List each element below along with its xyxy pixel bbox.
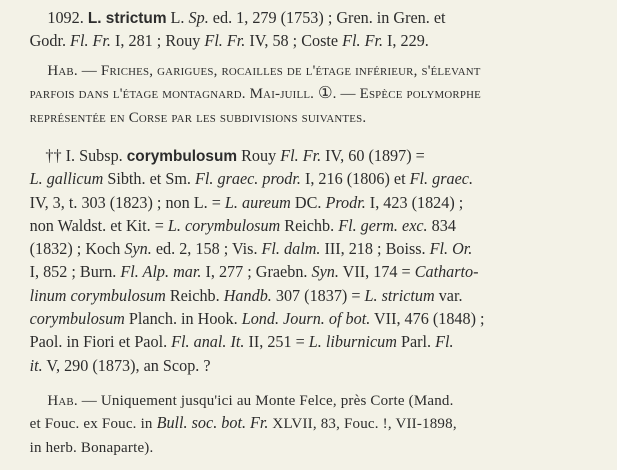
text-line <box>0 388 609 411</box>
text-line <box>0 435 609 458</box>
text-run: Reichb. <box>165 285 224 305</box>
italic-citation: Lond. Journ. of bot. <box>241 309 371 329</box>
text-run: (1832) ; Koch <box>29 239 125 259</box>
italic-citation: corymbulosum <box>29 309 125 329</box>
text-run: DC. <box>290 192 326 212</box>
species-habitat <box>0 58 617 128</box>
text-run: 307 (1837) = <box>271 285 365 305</box>
text-run: var. <box>434 285 463 305</box>
text-run: III, 218 ; Boiss. <box>320 239 430 259</box>
text-run: I, 277 ; Graebn. <box>201 262 312 282</box>
italic-citation: Fl. Fr. <box>280 146 322 165</box>
italic-citation: linum corymbulosum <box>29 285 166 305</box>
italic-citation: Fl. graec. <box>409 169 474 189</box>
text-run: II, 251 = <box>244 332 309 352</box>
italic-citation: L. strictum <box>364 285 435 305</box>
italic-citation: Fl. <box>435 332 454 352</box>
text-run: — Uniquement jusqu'ici au Monte Felce, près Corte (Mand. <box>77 392 454 409</box>
text-run: ed. 2, 158 ; Vis. <box>151 239 262 259</box>
text-run: Sibth. et Sm. <box>103 169 196 189</box>
italic-citation: Catharto- <box>414 262 479 282</box>
text-line <box>0 167 609 190</box>
text-line <box>0 214 609 237</box>
text-line <box>0 191 609 214</box>
species-entry <box>0 6 617 53</box>
text-line <box>0 6 609 29</box>
text-run: IV, 3, t. 303 (1823) ; non L. = <box>29 192 225 212</box>
text-line <box>0 58 609 81</box>
text-line <box>0 330 609 353</box>
italic-citation: Syn. <box>311 262 339 282</box>
italic-citation: Fl. germ. exc. <box>338 215 428 235</box>
text-run: I, 423 (1824) ; <box>365 192 464 212</box>
text-run: ed. 1, 279 (1753) ; Gren. in Gren. et <box>208 8 446 27</box>
italic-citation: Handb. <box>223 285 272 305</box>
italic-citation: L. liburnicum <box>308 332 397 352</box>
italic-citation: Prodr. <box>325 192 366 212</box>
text-line <box>0 354 609 377</box>
taxon-name: corymbulosum <box>126 148 238 165</box>
text-line <box>0 105 609 128</box>
text-line <box>0 144 609 167</box>
text-run: 834 <box>427 215 456 235</box>
text-run: Parl. <box>396 332 436 352</box>
text-line <box>0 260 609 283</box>
text-run: Paol. in Fiori et Paol. <box>29 332 172 352</box>
italic-citation: Fl. graec. prodr. <box>195 169 301 189</box>
text-run: Reichb. <box>280 215 339 235</box>
text-run: I, 216 (1806) et <box>300 169 410 189</box>
text-run: VII, 174 = <box>338 262 415 282</box>
text-run: Hab. <box>47 392 78 409</box>
text-run: Godr. <box>29 31 71 51</box>
text-line <box>0 284 609 307</box>
text-run: — Friches, garigues, rocailles de l'étage inférieur, s'élevant <box>77 62 481 79</box>
italic-citation: Fl. Or. <box>429 239 473 259</box>
text-run: parfois dans l'étage montagnard. Mai-juill. <box>29 85 319 103</box>
italic-citation: Fl. Alp. mar. <box>120 262 202 282</box>
text-run: non Waldst. et Kit. = <box>29 215 168 235</box>
text-line <box>0 81 609 104</box>
text-run: 1092. <box>47 8 88 27</box>
text-line <box>0 307 609 330</box>
italic-citation: Fl. Fr. <box>342 31 384 51</box>
text-run: représentée en Corse par les subdivisions suivantes. <box>29 108 367 126</box>
taxon-name: L. strictum <box>87 10 167 27</box>
italic-citation: Fl. dalm. <box>261 239 321 259</box>
text-run: Hab. <box>47 62 78 79</box>
italic-citation: Fl. Fr. <box>70 31 111 51</box>
italic-citation: L. gallicum <box>29 169 104 189</box>
text-run: ① <box>318 83 333 103</box>
text-run: IV, 60 (1897) = <box>321 146 425 165</box>
text-run: IV, 58 ; Coste <box>245 31 343 51</box>
text-run: I, 281 ; Rouy <box>110 31 205 51</box>
italic-citation: L. corymbulosum <box>167 215 281 235</box>
text-run: in herb. Bonaparte). <box>29 438 154 456</box>
text-run: VII, 476 (1848) ; <box>370 309 485 329</box>
text-run: Rouy <box>237 146 281 165</box>
text-run: et Fouc. ex Fouc. in <box>29 415 157 433</box>
italic-citation: Syn. <box>124 239 152 259</box>
italic-citation: Fl. Fr. <box>204 31 246 51</box>
text-line <box>0 29 609 52</box>
italic-citation: Sp. <box>188 8 209 27</box>
text-run: I, 229. <box>383 31 429 51</box>
text-line <box>0 411 609 434</box>
text-run: I, 852 ; Burn. <box>29 262 121 282</box>
italic-citation: Fl. anal. It. <box>171 332 245 352</box>
subspecies-entry <box>0 144 617 377</box>
italic-citation: it. <box>29 355 43 375</box>
italic-citation: L. aureum <box>224 192 291 212</box>
subspecies-habitat <box>0 388 617 458</box>
text-line <box>0 237 609 260</box>
text-run: Planch. in Hook. <box>124 309 242 329</box>
text-run: L. <box>166 8 189 27</box>
italic-citation: Bull. soc. bot. Fr. <box>156 413 269 433</box>
text-run: †† I. Subsp. <box>45 146 127 165</box>
text-run: V, 290 (1873), an Scop. ? <box>42 355 211 375</box>
text-run: XLVII, 83, Fouc. !, VII-1898, <box>268 415 457 433</box>
text-run: . — Espèce polymorphe <box>332 85 481 103</box>
